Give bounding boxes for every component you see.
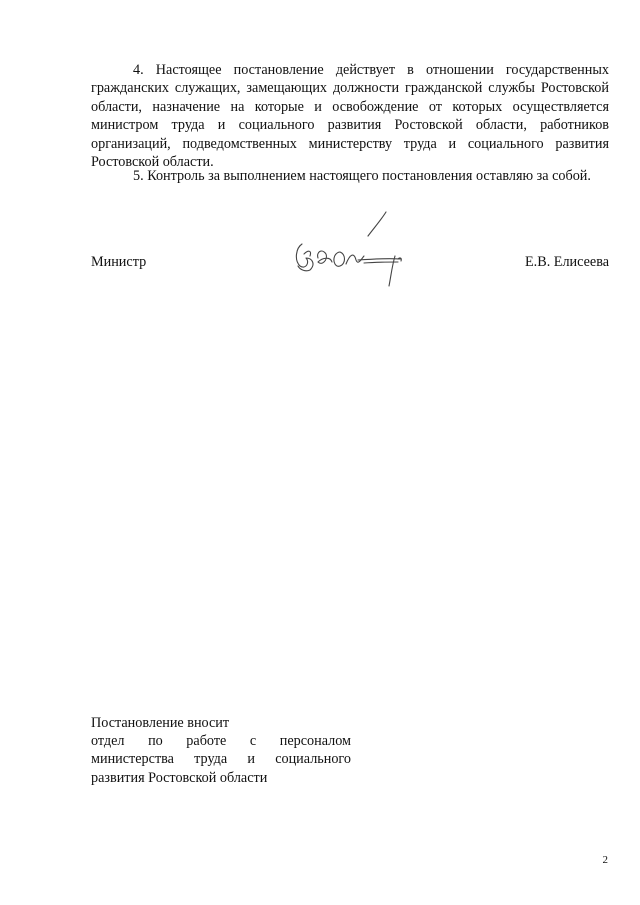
paragraph-5: 5. Контроль за выполнением настоящего постановления оставляю за собой. bbox=[133, 168, 591, 184]
signatory-name: Е.В. Елисеева bbox=[525, 254, 609, 270]
paragraph-5-container bbox=[91, 167, 609, 185]
paragraph-4: 4. Настоящее постановление действует в отношении государственных гражданских служащих, замещающих должности гражданской службы Ростовской области, назначение на которые и освобождение от которых осуществляется министром труда и социального развития Ростовской области, работников организаций, подведомственных министерству труда и социального развития Ростовской области. bbox=[91, 62, 609, 171]
paragraph-4-container bbox=[91, 61, 609, 171]
handwritten-signature-icon bbox=[288, 208, 413, 290]
submitter-line-3: развития Ростовской области bbox=[91, 769, 268, 786]
submitter-line-2: министерства труда и социального bbox=[91, 751, 351, 768]
submitter-heading: Постановление вносит bbox=[91, 715, 230, 731]
page-number: 2 bbox=[602, 854, 608, 866]
signatory-title: Министр bbox=[91, 254, 147, 270]
submitter-line-1: отдел по работе с персоналом bbox=[91, 733, 351, 750]
submitter-block bbox=[91, 714, 351, 787]
